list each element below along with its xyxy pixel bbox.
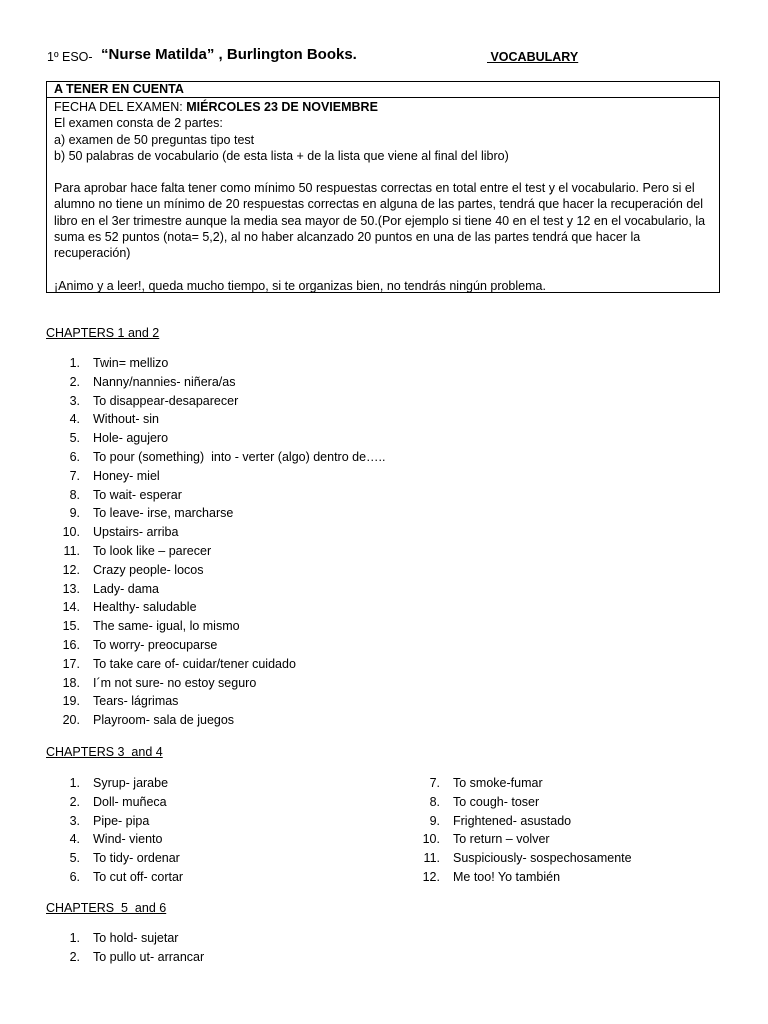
list-item [46, 354, 726, 373]
exam-date-value: MIÉRCOLES 23 DE NOVIEMBRE [186, 100, 378, 114]
list-item-text: Syrup- jarabe [93, 776, 169, 790]
list-item-number: 17. [62, 656, 80, 671]
list-item [46, 849, 386, 868]
list-item-text: Tears- lágrimas [93, 694, 179, 709]
list-item-number: 14. [62, 600, 80, 615]
list-item [46, 392, 726, 411]
notice-body [47, 98, 719, 294]
list-item-number: 7. [429, 776, 440, 790]
list-item-text: To hold- sujetar [93, 931, 179, 945]
course-level: 1º ESO- [47, 50, 93, 64]
list-item-number: 10. [422, 832, 440, 847]
list-item-text: To cut off- cortar [93, 869, 184, 884]
list-item-number: 2. [69, 374, 80, 389]
list-item-text: Wind- viento [93, 832, 163, 847]
list-item-number: 6. [69, 869, 80, 884]
list-item [46, 486, 726, 505]
list-item-number: 13. [62, 581, 80, 596]
list-item-text: To disappear-desaparecer [93, 393, 239, 408]
list-item [46, 830, 386, 849]
list-item [46, 373, 726, 392]
notice-closing: ¡Animo y a leer!, queda mucho tiempo, si te organizas bien, no tendrás ningún problema. [54, 278, 546, 293]
list-item [406, 830, 746, 849]
list-item-text: To worry- preocuparse [93, 637, 218, 652]
list-item-text: Honey- miel [93, 468, 160, 483]
list-item [46, 868, 386, 887]
notice-line-1: El examen consta de 2 partes: [54, 116, 223, 131]
list-item [46, 467, 726, 486]
list-item-text: To take care of- cuidar/tener cuidado [93, 656, 296, 671]
notice-line-2: a) examen de 50 preguntas tipo test [54, 132, 255, 147]
list-item-text: Twin= mellizo [93, 356, 169, 370]
list-item-number: 3. [69, 393, 80, 408]
list-item-number: 19. [62, 694, 80, 709]
list-item-number: 6. [69, 449, 80, 464]
list-item-number: 9. [429, 813, 440, 828]
list-item [46, 674, 726, 693]
document-header [47, 46, 737, 68]
list-item-text: To cough- toser [453, 794, 540, 809]
list-item-number: 9. [69, 506, 80, 521]
section-title-chapters-3-4: CHAPTERS 3 and 4 [46, 745, 163, 759]
notice-paragraph: Para aprobar hace falta tener como mínimo 50 respuestas correctas en total entre el test y el vocabulario. Pero si el alumno no tiene un mínimo de 20 respuestas correctas en alguna de las partes, tendrá que hacer la recuperación del libro en el 3er trimestre aunque la media sea mayor de 50.(Por ejemplo si tiene 40 en el test y 12 en el vocabulario, la suma es 52 puntos (nota= 5,2), al no haber alcanzado 20 puntos en una de las partes tendrá que hacer la recuperación) [54, 181, 706, 261]
list-item-number: 20. [62, 713, 80, 728]
list-item-text: Nanny/nannies- niñera/as [93, 374, 236, 389]
list-item-text: I´m not sure- no estoy seguro [93, 675, 257, 690]
exam-date-label: FECHA DEL EXAMEN: [54, 100, 187, 114]
list-item-number: 8. [429, 794, 440, 809]
notice-line-3: b) 50 palabras de vocabulario (de esta lista + de la lista que viene al final del libro) [54, 148, 509, 163]
list-item-text: Lady- dama [93, 581, 160, 596]
list-item-text: Playroom- sala de juegos [93, 713, 235, 728]
list-item-text: To look like – parecer [93, 543, 212, 558]
list-item-number: 11. [423, 851, 440, 866]
list-item-text: To smoke-fumar [453, 776, 543, 790]
list-item [46, 793, 386, 812]
list-item-number: 15. [62, 619, 80, 634]
list-item-number: 16. [62, 637, 80, 652]
list-item [46, 429, 726, 448]
list-item [46, 617, 726, 636]
list-item [46, 580, 726, 599]
list-item-text: To tidy- ordenar [93, 851, 180, 866]
list-item [46, 692, 726, 711]
list-item-number: 1. [69, 356, 80, 370]
section-title-chapters-5-6: CHAPTERS 5 and 6 [46, 901, 167, 915]
list-item [406, 868, 746, 887]
list-item-text: Upstairs- arriba [93, 525, 179, 540]
list-item [46, 448, 726, 467]
list-item-number: 3. [69, 813, 80, 828]
list-item [46, 636, 726, 655]
list-item-text: Doll- muñeca [93, 794, 167, 809]
list-item-number: 12. [62, 562, 80, 577]
list-item-number: 11. [63, 543, 80, 558]
list-item-text: Frightened- asustado [453, 813, 572, 828]
list-item-number: 10. [62, 525, 80, 540]
list-item [406, 793, 746, 812]
chapters-3-4-list-right [406, 774, 746, 887]
list-item [46, 711, 726, 730]
list-item-number: 1. [69, 931, 80, 945]
list-item [406, 849, 746, 868]
list-item [46, 410, 726, 429]
list-item-number: 18. [62, 675, 80, 690]
list-item [406, 812, 746, 831]
chapters-3-4-list-left [46, 774, 386, 887]
list-item [46, 598, 726, 617]
list-item-number: 2. [69, 794, 80, 809]
list-item-number: 5. [69, 431, 80, 446]
list-item-number: 7. [69, 468, 80, 483]
list-item-text: Pipe- pipa [93, 813, 150, 828]
list-item [46, 542, 726, 561]
list-item-text: To wait- esperar [93, 487, 182, 502]
list-item [46, 812, 386, 831]
list-item-number: 8. [69, 487, 80, 502]
list-item-text: Without- sin [93, 412, 159, 427]
list-item-text: Hole- agujero [93, 431, 169, 446]
spacer [54, 164, 712, 180]
list-item-number: 4. [69, 832, 80, 847]
list-item-text: Healthy- saludable [93, 600, 197, 615]
list-item-text: To return – volver [453, 832, 550, 847]
list-item [46, 929, 726, 948]
notice-heading: A TENER EN CUENTA [47, 82, 719, 98]
list-item-number: 1. [69, 776, 80, 790]
list-item [406, 774, 746, 793]
notice-box [46, 81, 720, 293]
list-item [46, 504, 726, 523]
list-item [46, 948, 726, 967]
list-item-text: Suspiciously- sospechosamente [453, 851, 632, 866]
chapters-5-6-list [46, 929, 726, 967]
list-item-number: 12. [422, 869, 440, 884]
list-item-text: To pullo ut- arrancar [93, 949, 205, 964]
list-item-number: 4. [69, 412, 80, 427]
list-item-text: To leave- irse, marcharse [93, 506, 234, 521]
section-title-chapters-1-2: CHAPTERS 1 and 2 [46, 326, 160, 340]
list-item-text: To pour (something) into - verter (algo) dentro de….. [93, 449, 386, 464]
list-item-number: 2. [69, 949, 80, 964]
list-item [46, 655, 726, 674]
spacer [54, 262, 712, 278]
list-item-text: Me too! Yo también [453, 869, 561, 884]
vocabulary-heading: VOCABULARY [487, 50, 579, 64]
exam-date-line [54, 99, 712, 115]
list-item-text: The same- igual, lo mismo [93, 619, 240, 634]
book-title: “Nurse Matilda” , Burlington Books. [101, 46, 357, 63]
list-item-number: 5. [69, 851, 80, 866]
list-item-text: Crazy people- locos [93, 562, 204, 577]
list-item [46, 561, 726, 580]
list-item [46, 774, 386, 793]
chapters-1-2-list [46, 354, 726, 730]
list-item [46, 523, 726, 542]
